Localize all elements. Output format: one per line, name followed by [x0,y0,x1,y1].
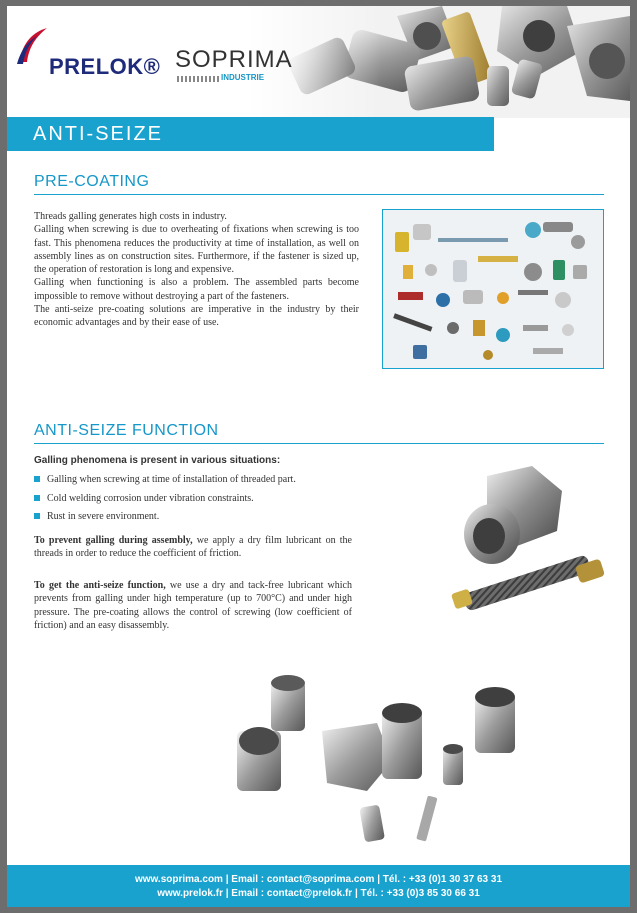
prelok-brand-name: PRELOK® [49,54,161,79]
function-intro: Galling phenomena is present in various situations: [34,455,281,466]
product-collage-photo [382,209,604,369]
fasteners-collage-image [383,210,603,368]
soprima-brand-name: SOPRIMA [175,46,293,73]
bullet-item [34,473,352,486]
soprima-logo [175,46,295,86]
bullet-text: Rust in severe environment. [47,510,160,522]
paragraph: Galling when screwing is due to overheating of fixations when screwing is too fast. This phenomena reduces the productivity at time of installation, as well on assembly lines as on construction sites. Furthermore, if the fastener is sized up, the operation of restoration is long and expensive. [34,224,359,276]
bullet-item [34,510,352,523]
function-paragraph-2 [34,579,352,632]
function-paragraph-1 [34,534,352,561]
page [7,6,630,907]
paragraph: Galling when functioning is also a problem. The assembled parts become impossible to remove without destroying a part of the fasteners. [34,277,359,302]
bullet-item [34,492,352,505]
paragraph [34,579,352,632]
section-title-precoating: PRE-COATING [34,173,150,190]
section-divider [34,443,604,444]
paragraph-rest: we use a dry and tack-free lubricant which prevents from galling under high temperature (up to 700°C) and under high pressure. The pre-coating allows the control of screwing (low coefficient of friction) and an easy disassembly. [34,580,352,631]
footer-line-2: www.prelok.fr | Email : contact@prelok.fr | Tél. : +33 (0)3 85 30 66 31 [157,888,480,899]
footer-line-1: www.soprima.com | Email : contact@soprima.com | Tél. : +33 (0)1 30 37 63 31 [134,874,503,885]
soprima-stripes [177,76,219,82]
section-title-function: ANTI-SEIZE FUNCTION [34,422,219,439]
soprima-brand-sub: INDUSTRIE [221,73,265,82]
bullet-square-icon [34,495,40,501]
header-fasteners-photo [247,6,630,118]
bold-lead: To prevent galling during assembly, [34,535,193,546]
page-title: ANTI-SEIZE [33,123,164,145]
function-body [34,454,352,528]
footer-bar [7,865,630,907]
paragraph: Threads galling generates high costs in industry. [34,211,227,222]
bullet-square-icon [34,476,40,482]
prelok-swoosh-icon [15,24,49,66]
bullet-text: Cold welding corrosion under vibration constraints. [47,492,254,504]
prelok-logo [15,24,165,84]
paragraph-rest: we apply a dry film lubricant on the threads in order to reduce the coefficient of friction. [34,535,352,560]
bold-lead: To get the anti-seize function, [34,580,166,591]
paragraph [34,534,352,561]
fasteners-group-photo [217,671,527,851]
section-divider [34,194,604,195]
precoating-body [34,210,359,330]
bullet-square-icon [34,513,40,519]
paragraph: The anti-seize pre-coating solutions are imperative in the industry by their economic advantages and by their ease of use. [34,304,359,329]
bullet-list [34,473,352,523]
threaded-fitting-photo [437,466,607,616]
bullet-text: Galling when screwing at time of installation of threaded part. [47,474,296,486]
title-banner [7,117,494,151]
